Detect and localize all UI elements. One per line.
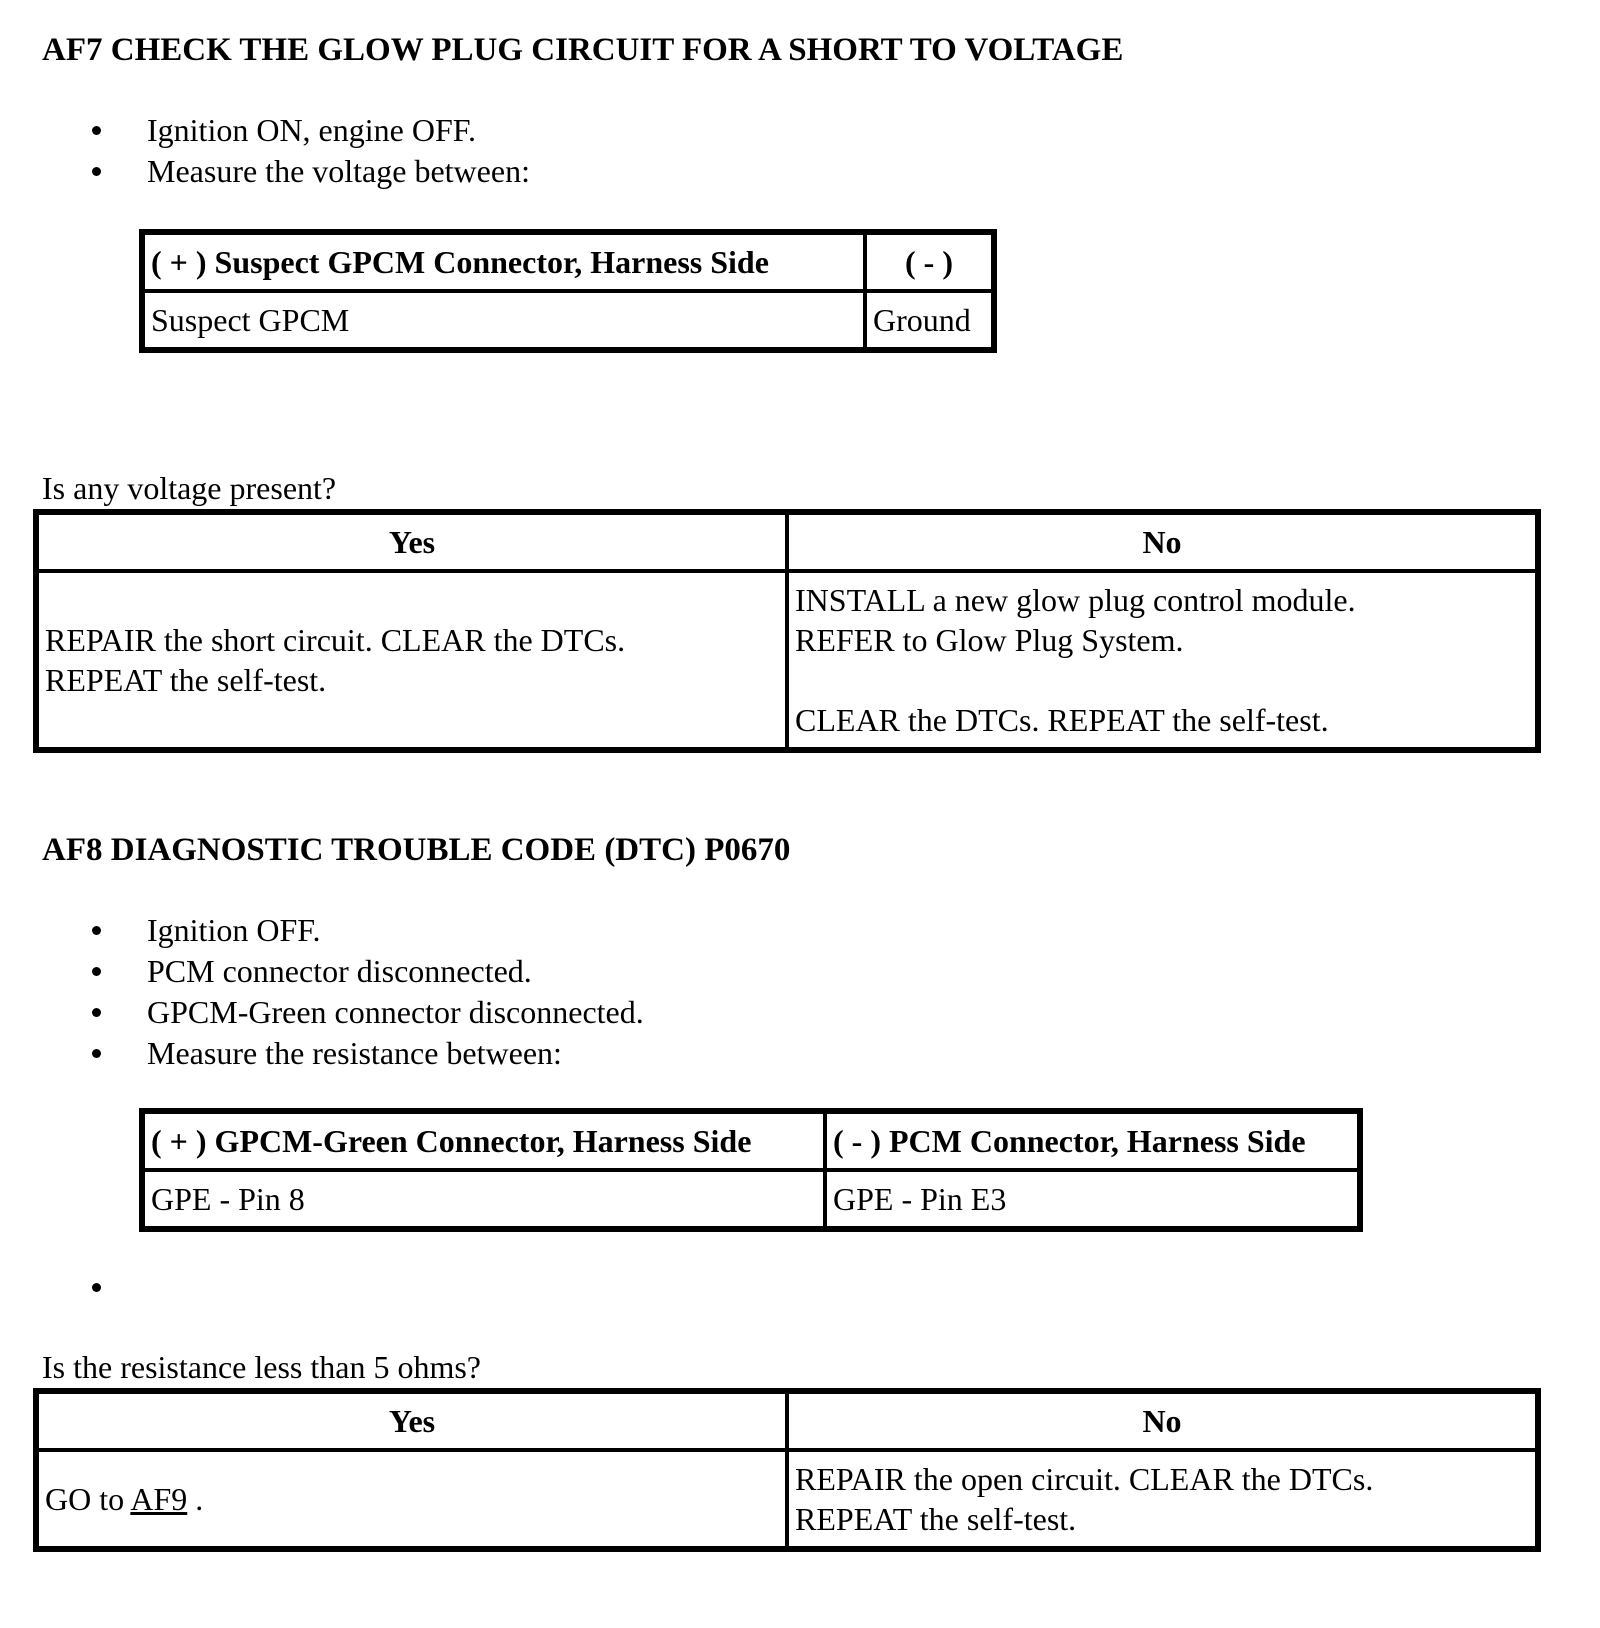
no-text-line: REPEAT the self-test. (795, 1501, 1077, 1537)
af8-measure-table (139, 1108, 1363, 1232)
table-header-row (143, 233, 993, 291)
table-row (37, 1450, 1537, 1548)
list-item: GPCM-Green connector disconnected. (92, 992, 644, 1033)
no-text-line: REFER to Glow Plug System. (795, 622, 1184, 658)
yes-text-line: REPEAT the self-test. (45, 662, 327, 698)
table-header-row (37, 513, 1537, 571)
list-item: Ignition OFF. (92, 910, 644, 951)
list-item: PCM connector disconnected. (92, 951, 644, 992)
no-text-line: CLEAR the DTCs. REPEAT the self-test. (795, 702, 1329, 738)
table-header-row (37, 1392, 1537, 1450)
list-item: Measure the resistance between: (92, 1033, 644, 1074)
table-row (143, 1170, 1359, 1228)
yes-cell (37, 571, 787, 749)
af8-answer-table (33, 1388, 1541, 1552)
column-header: ( + ) GPCM-Green Connector, Harness Side (143, 1112, 825, 1170)
af8-question: Is the resistance less than 5 ohms? (42, 1349, 481, 1385)
af7-title: AF7 CHECK THE GLOW PLUG CIRCUIT FOR A SHORT TO VOLTAGE (42, 32, 1124, 68)
period-text: . (195, 1481, 204, 1517)
no-text-line: REPAIR the open circuit. CLEAR the DTCs. (795, 1461, 1374, 1497)
table-cell: Suspect GPCM (143, 291, 865, 349)
table-row (37, 571, 1537, 749)
yes-header: Yes (37, 513, 787, 571)
yes-header: Yes (37, 1392, 787, 1450)
no-header: No (787, 513, 1537, 571)
table-cell: Ground (865, 291, 993, 349)
no-cell (787, 1450, 1537, 1548)
table-cell: GPE - Pin 8 (143, 1170, 825, 1228)
go-to-text: GO to (45, 1481, 125, 1517)
no-cell (787, 571, 1537, 749)
column-header: ( - ) (865, 233, 993, 291)
column-header: ( - ) PCM Connector, Harness Side (825, 1112, 1359, 1170)
af7-answer-table (33, 509, 1541, 753)
list-item: Measure the voltage between: (92, 151, 530, 192)
af7-question: Is any voltage present? (42, 470, 337, 506)
empty-bullet (92, 1283, 101, 1292)
no-text-line: INSTALL a new glow plug control module. (795, 582, 1356, 618)
table-header-row (143, 1112, 1359, 1170)
af7-steps-list (92, 110, 530, 192)
yes-text-line: REPAIR the short circuit. CLEAR the DTCs. (45, 622, 626, 658)
yes-cell (37, 1450, 787, 1548)
list-item: Ignition ON, engine OFF. (92, 110, 530, 151)
table-cell: GPE - Pin E3 (825, 1170, 1359, 1228)
af8-title: AF8 DIAGNOSTIC TROUBLE CODE (DTC) P0670 (42, 832, 791, 868)
af9-link[interactable]: AF9 (130, 1481, 188, 1517)
af7-measure-table (139, 229, 997, 353)
table-row (143, 291, 993, 349)
af8-steps-list (92, 910, 644, 1074)
column-header: ( + ) Suspect GPCM Connector, Harness Side (143, 233, 865, 291)
no-header: No (787, 1392, 1537, 1450)
